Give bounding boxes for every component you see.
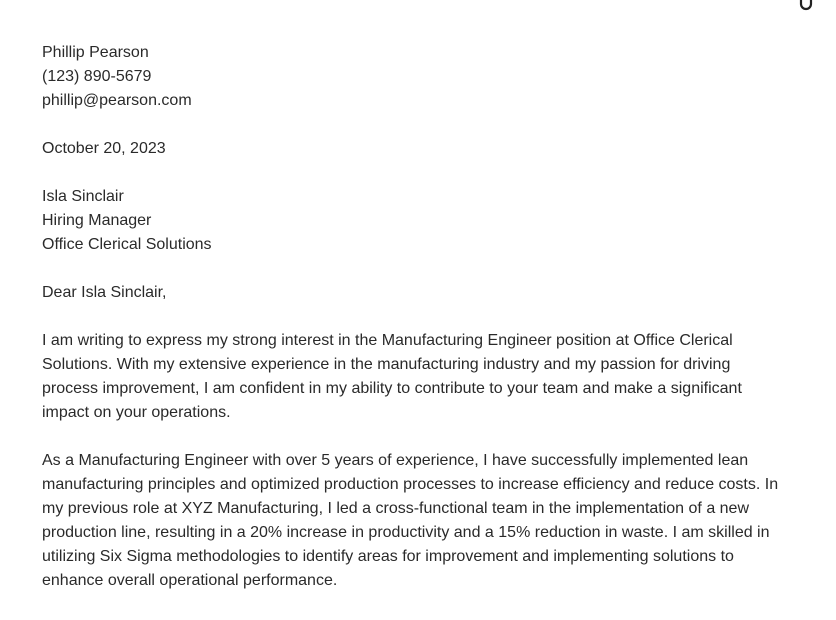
body-paragraph-1: [42, 329, 802, 425]
body-paragraph-2: [42, 449, 802, 593]
letter-date: October 20, 2023: [42, 140, 166, 157]
sender-email: phillip@pearson.com: [42, 92, 192, 109]
paragraph-line: impact on your operations.: [42, 404, 231, 421]
cover-letter: [42, 41, 812, 593]
paragraph-line: my previous role at XYZ Manufacturing, I led a cross-functional team in the implementation of a new: [42, 500, 750, 517]
paragraph-line: I am writing to express my strong interest in the Manufacturing Engineer position at Office Clerical: [42, 332, 733, 349]
sender-name: Phillip Pearson: [42, 44, 149, 61]
sender-block: [42, 41, 812, 113]
paragraph-line: As a Manufacturing Engineer with over 5 years of experience, I have successfully implemented lean: [42, 452, 749, 469]
partial-circle-icon: [798, 0, 814, 16]
sender-phone: (123) 890-5679: [42, 68, 152, 85]
paragraph-line: process improvement, I am confident in my ability to contribute to your team and make a significant: [42, 380, 742, 397]
recipient-block: [42, 185, 812, 257]
paragraph-line: enhance overall operational performance.: [42, 572, 338, 589]
paragraph-line: Solutions. With my extensive experience in the manufacturing industry and my passion for driving: [42, 356, 731, 373]
recipient-company: Office Clerical Solutions: [42, 236, 212, 253]
paragraph-line: manufacturing principles and optimized production processes to increase efficiency and reduce costs. In: [42, 476, 779, 493]
salutation: Dear Isla Sinclair,: [42, 284, 167, 301]
recipient-name: Isla Sinclair: [42, 188, 124, 205]
paragraph-line: utilizing Six Sigma methodologies to identify areas for improvement and implementing solutions to: [42, 548, 734, 565]
recipient-title: Hiring Manager: [42, 212, 152, 229]
paragraph-line: production line, resulting in a 20% increase in productivity and a 15% reduction in waste. I am skilled in: [42, 524, 770, 541]
